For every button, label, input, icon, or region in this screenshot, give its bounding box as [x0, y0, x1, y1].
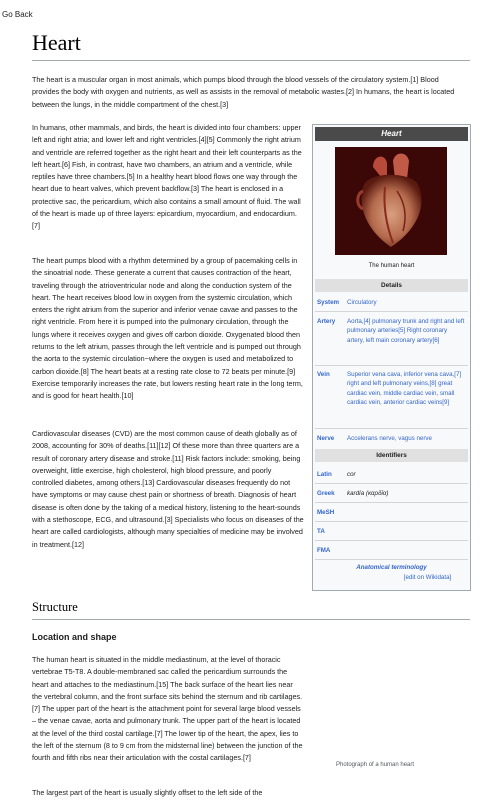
go-back-link[interactable]: Go Back	[2, 10, 33, 19]
identifier-label-ta[interactable]: TA	[317, 528, 325, 535]
infobox-divider	[315, 540, 468, 541]
infobox-label-nerve[interactable]: Nerve	[317, 435, 335, 442]
infobox-divider	[315, 483, 468, 484]
infobox	[312, 124, 471, 591]
infobox-value-artery[interactable]: Aorta,[4] pulmonary trunk and right and left pulmonary arteries[5] Right coronary artery, left main coronary artery[6]	[347, 318, 465, 344]
infobox-label-vein[interactable]: Vein	[317, 371, 330, 378]
intro-paragraph-1: The heart is a muscular organ in most animals, which pumps blood through the blood vessels of the circulatory system.[1] Blood provides the body with oxygen and nutrients, as well as assists in the removal of metabolic wastes.[2] In humans, the heart is located between the lungs, in the middle compartment of the chest.[3]	[32, 75, 455, 109]
intro-paragraph-2: In humans, other mammals, and birds, the heart is divided into four chambers: upper left and right atria; and lower left and right ventricles.[4][5] Commonly the right atrium and ventricle are referred together as the right heart and their left counterparts as the left heart.[6] Fish, in contrast, have two chambers, an atrium and a ventricle, while reptiles have three chambers.[5] In a healthy heart blood flows one way through the heart due to heart valves, which prevent backflow.[3] The heart is enclosed in a protective sac, the pericardium, which also contains a small amount of fluid. The wall of the heart is made up of three layers: epicardium, myocardium, and endocardium.[7]	[32, 123, 302, 231]
identifiers-heading: Identifiers	[315, 449, 468, 462]
identifier-label-greek[interactable]: Greek	[317, 490, 335, 497]
infobox-divider	[315, 311, 468, 312]
infobox-label-artery[interactable]: Artery	[317, 318, 336, 325]
subsection-heading-location: Location and shape	[32, 632, 117, 642]
anatomical-terminology-link[interactable]: Anatomical terminology	[356, 564, 427, 571]
infobox-image-caption: The human heart	[368, 263, 415, 269]
infobox-divider	[315, 521, 468, 522]
structure-paragraph-1: The human heart is situated in the middle mediastinum, at the level of thoracic vertebrae T5-T8. A double-membraned sac called the pericardium surrounds the heart and attaches to the mediastinum.[15] The back surface of the heart lies near the vertebral column, and the front surface sits behind the sternum and rib cartilages.[7] The upper part of the heart is the attachment point for several large blood vessels – the venae cavae, aorta and pulmonary trunk. The upper part of the heart is located at the level of the third costal cartilage.[7] The lower tip of the heart, the apex, lies to the left of the sternum (8 to 9 cm from the midsternal line) between the junction of the fourth and fifth ribs near their articulation with the costal cartilages.[7]	[32, 655, 303, 763]
section-heading-structure: Structure	[32, 600, 78, 614]
intro-paragraph-3: The heart pumps blood with a rhythm determined by a group of pacemaking cells in the sinoatrial node. These generate a current that causes contraction of the heart, traveling through the atrioventricular node and along the conduction system of the heart. The heart receives blood low in oxygen from the systemic circulation, which enters the right atrium from the superior and inferior venae cavae and passes to the right ventricle. From here it is pumped into the pulmonary circulation, through the lungs where it receives oxygen and gives off carbon dioxide. Oxygenated blood then returns to the left atrium, passes through the left ventricle and is pumped out through the aorta to the systemic circulation−where the oxygen is used and metabolized to carbon dioxide.[8] The heart beats at a resting rate close to 72 beats per minute.[9] Exercise temporarily increases the rate, but lowers resting heart rate in the long term, and is good for heart health.[10]	[32, 256, 303, 401]
identifier-value-latin: cor	[347, 471, 356, 478]
page-title: Heart	[32, 30, 81, 55]
heart-photo-caption: Photograph of a human heart	[336, 762, 415, 768]
section-divider	[32, 619, 470, 620]
infobox-divider	[315, 502, 468, 503]
title-divider	[32, 60, 470, 61]
infobox-title: Heart	[315, 127, 468, 141]
identifier-label-fma[interactable]: FMA	[317, 547, 331, 554]
infobox-divider	[315, 559, 468, 560]
structure-paragraph-2: The largest part of the heart is usually slightly offset to the left side of the	[32, 788, 263, 797]
infobox-value-vein[interactable]: Superior vena cava, inferior vena cava,[7] right and left pulmonary veins,[8] great cardiac vein, middle cardiac vein, small cardiac vein, anterior cardiac veins[9]	[347, 371, 462, 406]
identifier-label-latin[interactable]: Latin	[317, 471, 332, 478]
infobox-value-system[interactable]: Circulatory	[347, 299, 377, 306]
infobox-divider	[315, 428, 468, 429]
heart-image[interactable]	[335, 147, 447, 255]
identifier-label-mesh[interactable]: MeSH	[317, 509, 335, 516]
edit-on-wikidata-link[interactable]: [edit on Wikidata]	[403, 574, 452, 581]
infobox-label-system[interactable]: System	[317, 299, 340, 306]
infobox-divider	[315, 365, 468, 366]
identifier-value-greek: kardía (καρδία)	[347, 490, 389, 497]
details-heading: Details	[315, 279, 468, 292]
infobox-value-nerve[interactable]: Accelerans nerve, vagus nerve	[347, 435, 432, 442]
intro-paragraph-4: Cardiovascular diseases (CVD) are the most common cause of death globally as of 2008, accounting for 30% of deaths.[11][12] Of these more than three quarters are a result of coronary artery disease and stroke.[11] Risk factors include: smoking, being overweight, little exercise, high cholesterol, high blood pressure, and poorly controlled diabetes, among others.[13] Cardiovascular diseases frequently do not have symptoms or may cause chest pain or shortness of breath. Diagnosis of heart disease is often done by the taking of a medical history, listening to the heart-sounds with a stethoscope, ECG, and ultrasound.[3] Specialists who focus on diseases of the heart are called cardiologists, although many specialties of medicine may be involved in treatment.[12]	[32, 429, 304, 549]
